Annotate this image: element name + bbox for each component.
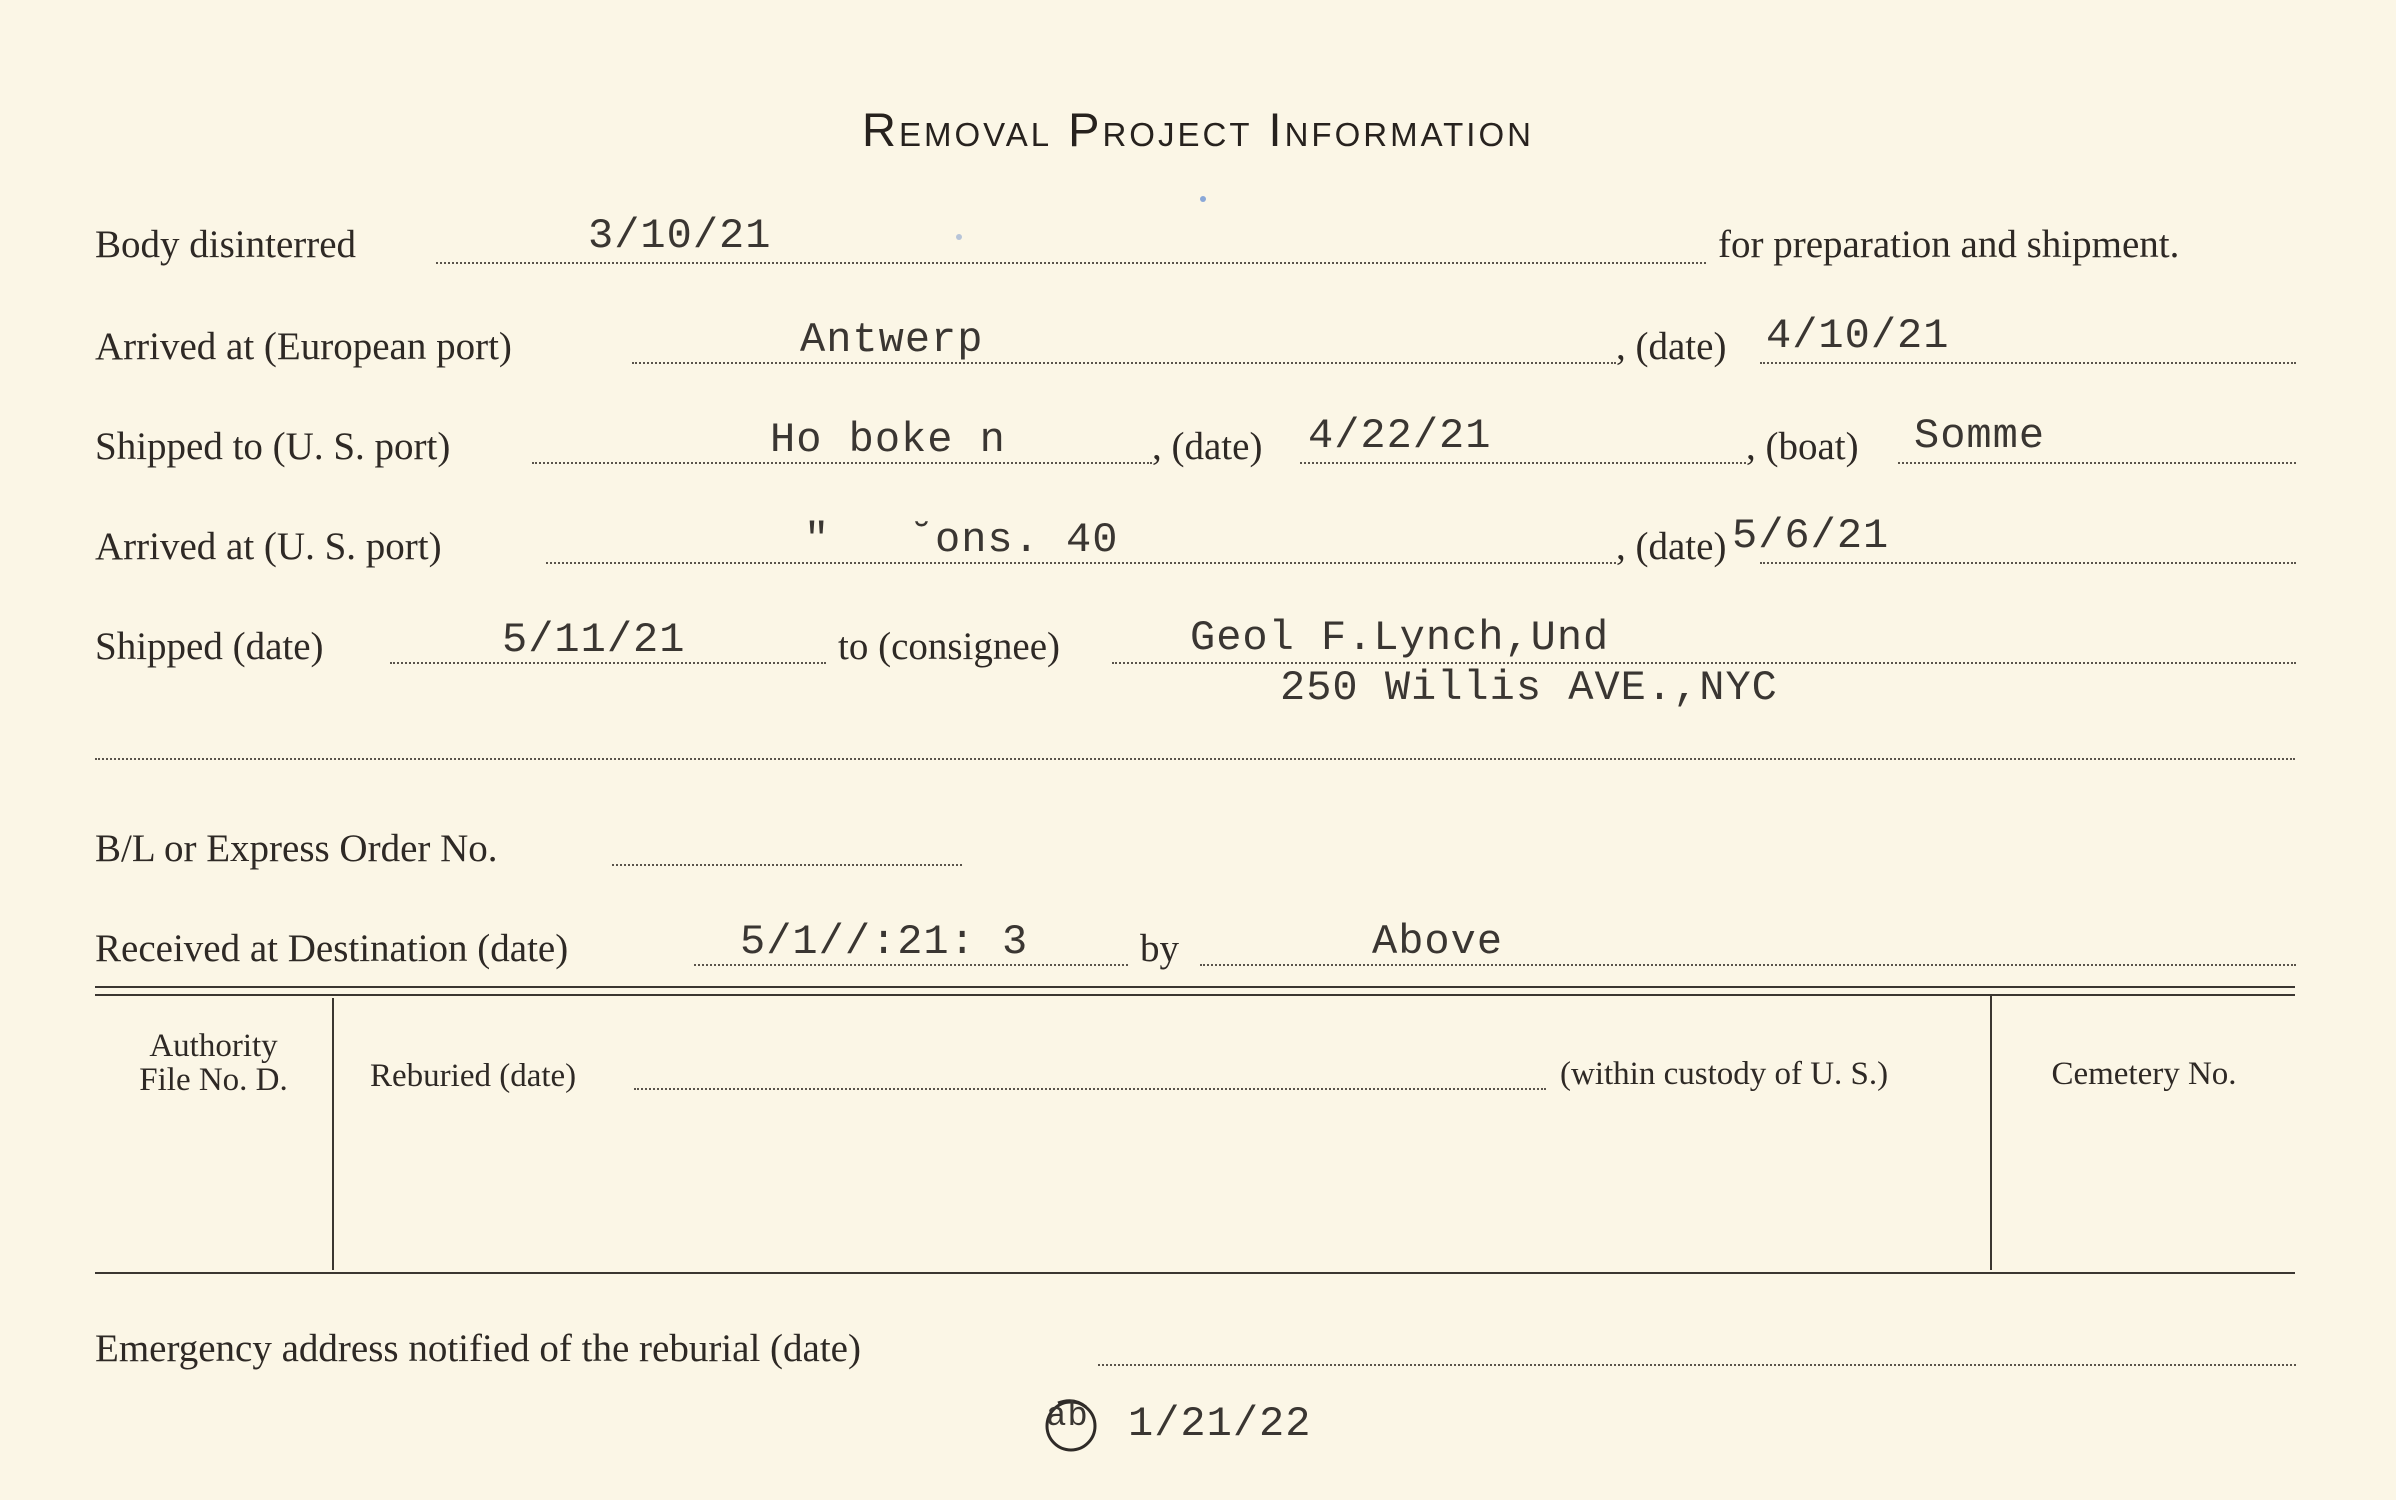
dotted-line (1098, 1364, 2296, 1366)
label-file-no: File No. D. (139, 1062, 288, 1098)
label-arrived-european-port: Arrived at (European port) (95, 325, 512, 368)
label-boat: , (boat) (1746, 425, 1859, 468)
label-received-destination: Received at Destination (date) (95, 927, 569, 970)
value-consignee-name: Geol F.Lynch,Und (1190, 614, 1610, 662)
label-authority: Authority (149, 1028, 278, 1064)
label-within-custody: (within custody of U. S.) (1560, 1056, 1889, 1092)
dotted-line (612, 864, 962, 866)
label-received-by: by (1140, 927, 1179, 970)
dotted-line-blank (95, 758, 2295, 760)
label-arrived-eu-date: , (date) (1616, 325, 1727, 368)
label-shipped-us-date: , (date) (1152, 425, 1263, 468)
table-top-rule (95, 986, 2295, 988)
label-preparation-shipment: for preparation and shipment. (1718, 223, 2180, 266)
ink-speck (956, 234, 962, 240)
label-arrived-us-port: Arrived at (U. S. port) (95, 525, 442, 568)
value-boat: Somme (1914, 412, 2046, 460)
label-shipped-date: Shipped (date) (95, 625, 324, 668)
table-top-rule-2 (95, 994, 2295, 996)
value-arrived-us-date: 5/6/21 (1732, 512, 1890, 560)
card-title: Removal Project Information (862, 103, 1534, 156)
dotted-line (632, 362, 1616, 364)
value-shipped-us-date: 4/22/21 (1308, 412, 1492, 460)
dotted-line (1898, 462, 2296, 464)
value-disinterred-date: 3/10/21 (588, 212, 772, 260)
value-us-port: Ho boke n (770, 416, 1006, 464)
dotted-line (634, 1088, 1546, 1090)
label-consignee: to (consignee) (838, 625, 1061, 668)
stamp-initials: ab (1046, 1398, 1089, 1436)
dotted-line (1200, 964, 2296, 966)
dotted-line (1300, 462, 1746, 464)
value-arrived-us-port: " ˘ons. 40 (804, 516, 1119, 564)
value-shipped-date: 5/11/21 (502, 616, 686, 664)
value-arrived-eu-date: 4/10/21 (1766, 312, 1950, 360)
label-reburied-date: Reburied (date) (370, 1058, 577, 1094)
label-body-disinterred: Body disinterred (95, 223, 357, 266)
value-consignee-address: 250 Willis AVE.,NYC (1280, 664, 1778, 712)
value-received-date: 5/1//:21: 3 (740, 918, 1029, 966)
table-divider-right (1990, 994, 1992, 1270)
label-bl-express-order: B/L or Express Order No. (95, 827, 498, 870)
table-bottom-rule (95, 1272, 2295, 1274)
ink-speck (1200, 196, 1206, 202)
table-divider-left (332, 998, 334, 1270)
value-european-port: Antwerp (800, 316, 984, 364)
dotted-line (1760, 362, 2296, 364)
label-emergency-address: Emergency address notified of the reburial (date) (95, 1327, 861, 1370)
label-cemetery-no: Cemetery No. (2051, 1056, 2237, 1092)
value-received-by: Above (1372, 918, 1504, 966)
footer-date: 1/21/22 (1128, 1400, 1312, 1448)
label-arrived-us-date: , (date) (1616, 525, 1727, 568)
dotted-line (1760, 562, 2296, 564)
dotted-line (436, 262, 1706, 264)
label-shipped-to-us-port: Shipped to (U. S. port) (95, 425, 451, 468)
